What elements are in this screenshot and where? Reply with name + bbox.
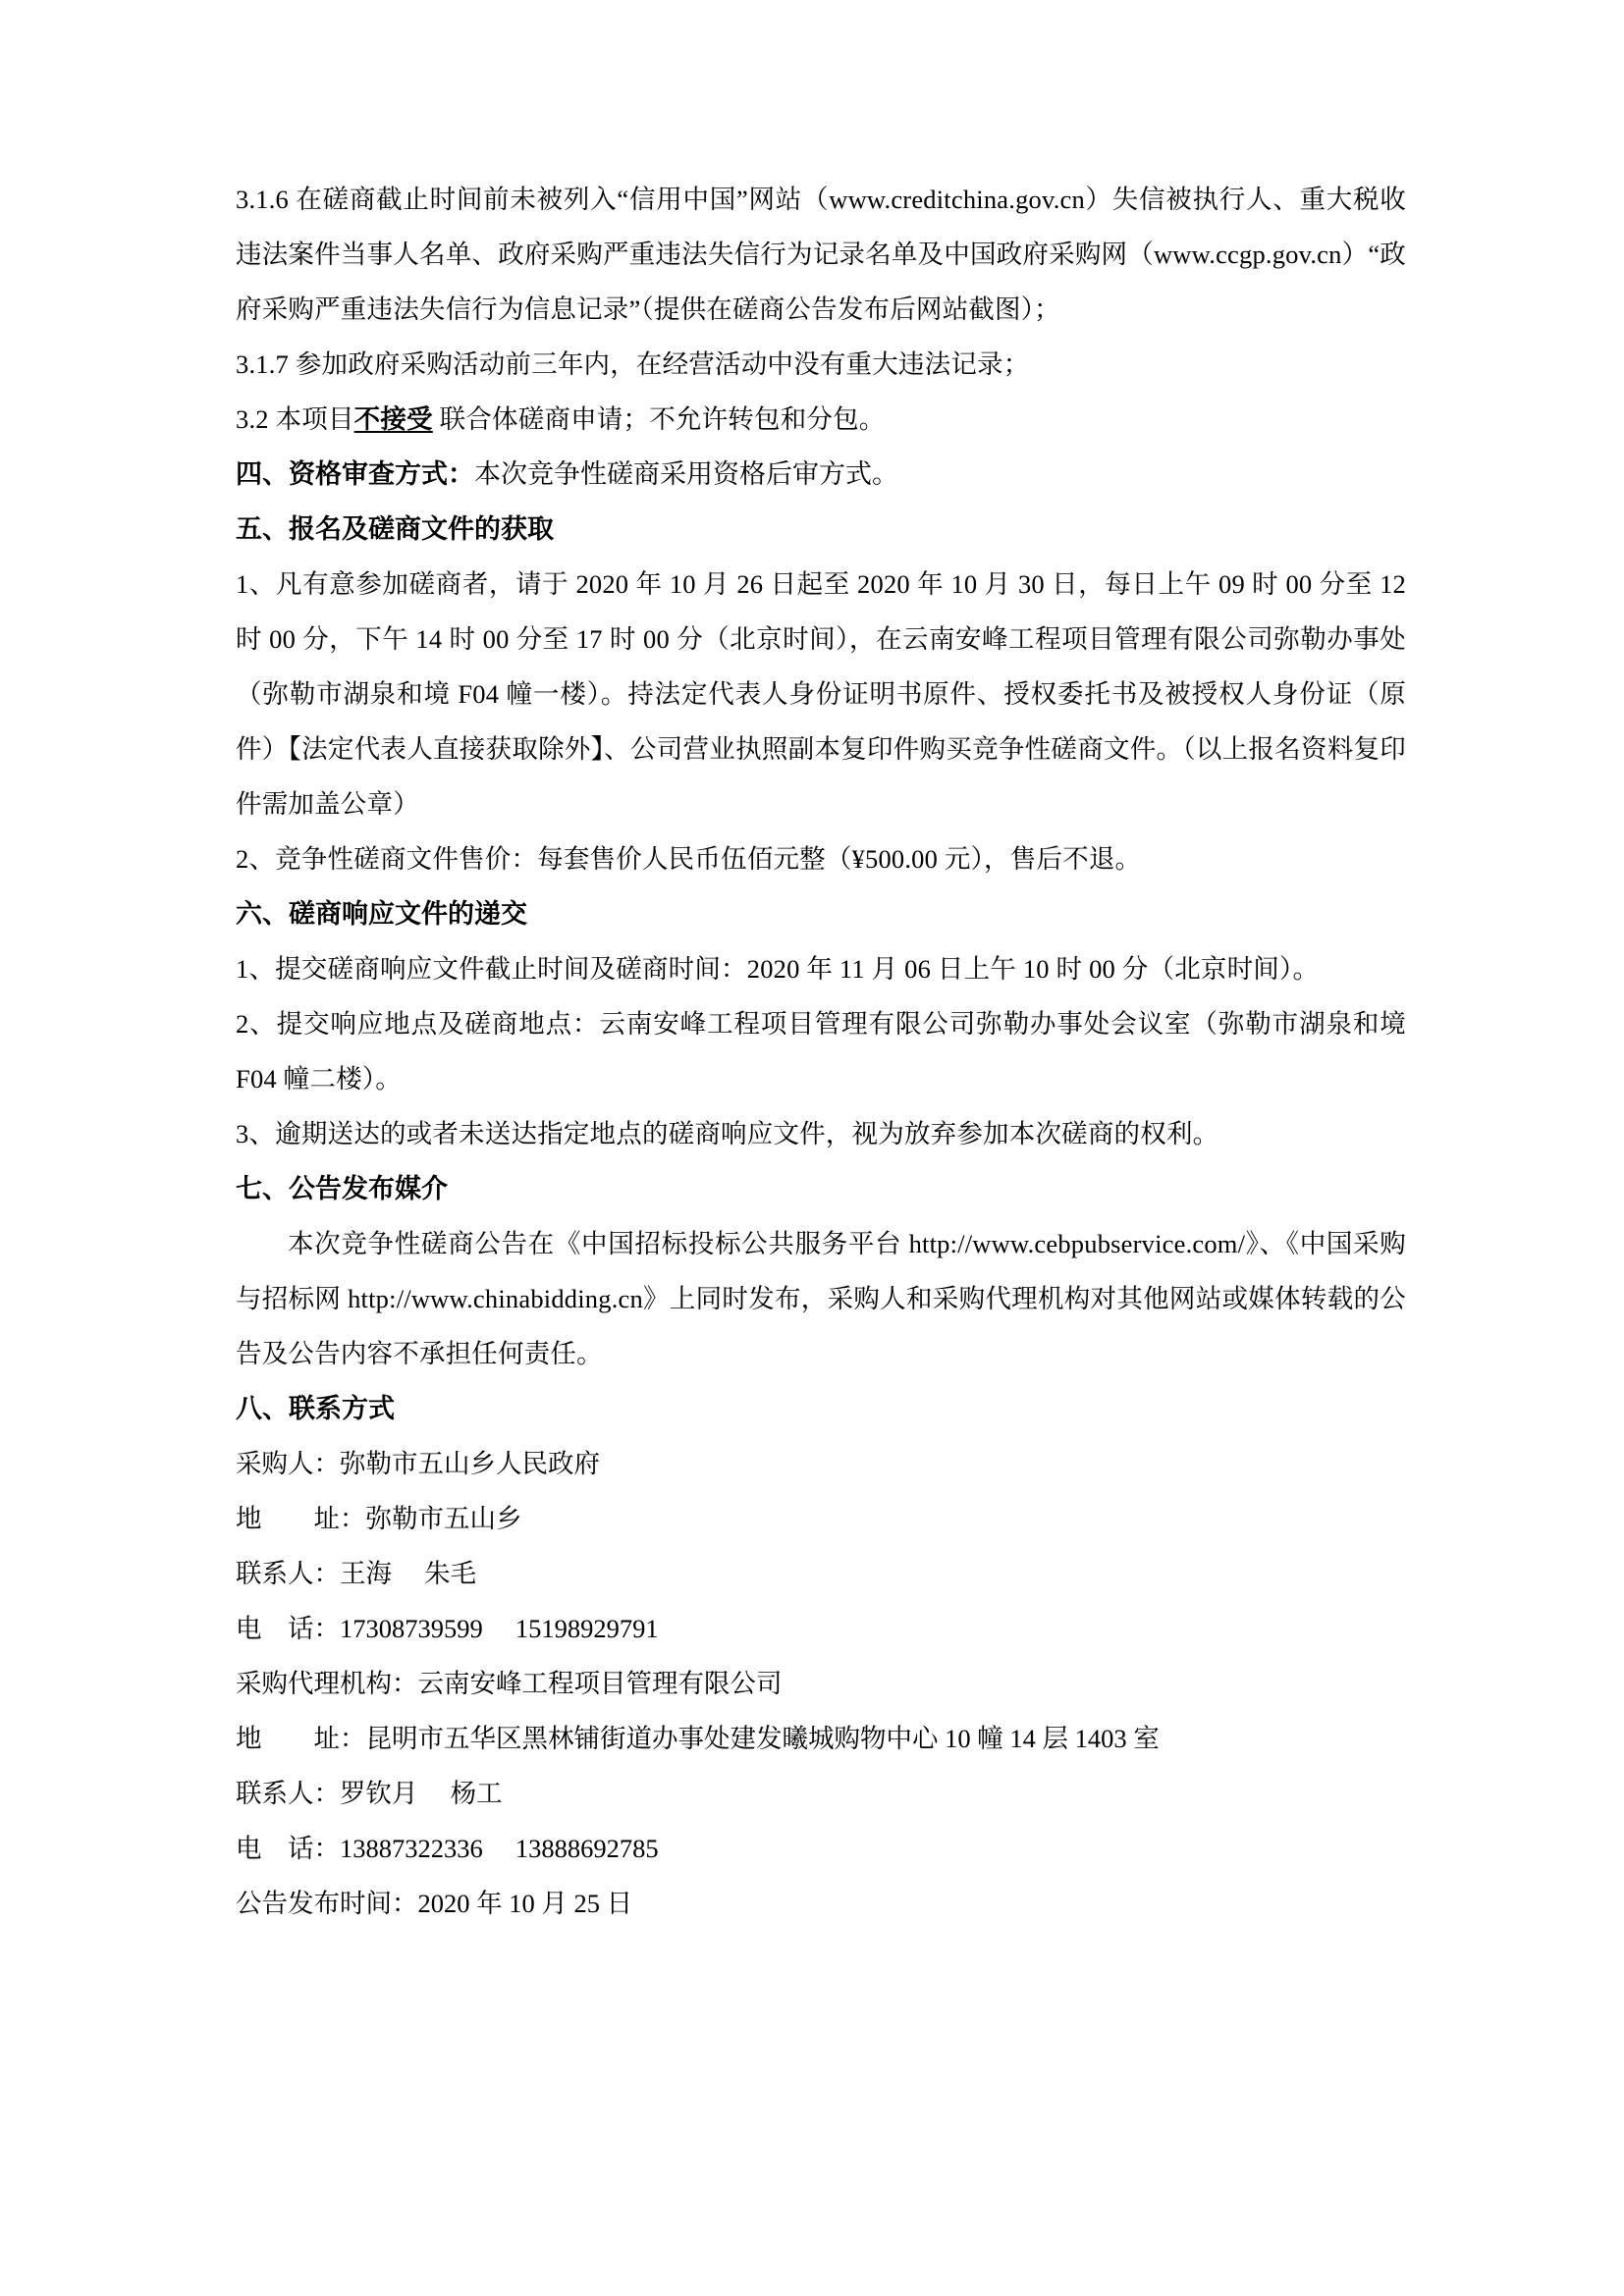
paragraph-clause-3-2 [236,392,1406,447]
paragraph-clause-3-1-7: 3.1.7 参加政府采购活动前三年内，在经营活动中没有重大违法记录； [236,349,1030,379]
section-4-heading-rest: 本次竞争性磋商采用资格后审方式。 [474,459,898,489]
section-7-heading: 七、公告发布媒介 [236,1174,448,1203]
contact-agency-person [236,1766,1406,1821]
paragraph-clause-3-1-6: 3.1.6 在磋商截止时间前未被列入“信用中国”网站（www.creditchina.gov.cn）失信被执行人、重大税收违法案件当事人名单、政府采购严重违法失信行为记录名单及中国政府采购网（www.ccgp.gov.cn）“政府采购严重违法失信行为信息记录”（提供在磋商公告发布后网站截图）； [236,185,1406,324]
publish-date-line [236,1876,1406,1931]
publish-date-label: 公告发布时间： [236,1889,418,1918]
contact-purchaser-address-label: 地 址： [236,1504,366,1533]
contact-agency-address [236,1711,1406,1766]
contact-purchaser-person-label: 联系人： [236,1559,340,1588]
clause-3-2-suffix: 联合体磋商申请；不允许转包和分包。 [432,404,886,434]
contact-agency-person-value: 罗钦月 杨工 [340,1779,503,1808]
contact-purchaser-address-value: 弥勒市五山乡 [365,1504,522,1533]
section-8-heading: 八、联系方式 [236,1394,395,1423]
publish-date-value: 2020 年 10 月 25 日 [417,1889,633,1918]
paragraph-section-6-item-1: 1、提交磋商响应文件截止时间及磋商时间：2020 年 11 月 06 日上午 10 时 00 分（北京时间）。 [236,954,1320,984]
contact-agency-person-label: 联系人： [236,1779,340,1808]
contact-purchaser-label: 采购人： [236,1449,340,1478]
contact-agency-phone-value: 13887322336 13888692785 [340,1834,659,1863]
contact-agency-value: 云南安峰工程项目管理有限公司 [417,1669,783,1698]
contact-agency-label: 采购代理机构： [236,1669,418,1698]
contact-agency-address-label: 地 址： [236,1724,366,1753]
clause-3-2-prefix: 3.2 本项目 [236,404,354,434]
contact-purchaser-value: 弥勒市五山乡人民政府 [340,1449,600,1478]
paragraph-section-5-item-2: 2、竞争性磋商文件售价：每套售价人民币伍佰元整（¥500.00 元），售后不退。 [236,844,1142,874]
paragraph-section-5-item-1: 1、凡有意参加磋商者，请于 2020 年 10 月 26 日起至 2020 年 10 月 30 日，每日上午 09 时 00 分至 12 时 00 分，下午 14 时 00 分至 17 时 00 分（北京时间），在云南安峰工程项目管理有限公司弥勒办事处（弥勒市湖泉和境 F04 幢一楼）。持法定代表人身份证明书原件、授权委托书及被授权人身份证（原件）【法定代表人直接获取除外】、公司营业执照副本复印件购买竞争性磋商文件。（以上报名资料复印件需加盖公章） [236,569,1406,819]
contact-purchaser-person [236,1546,1406,1601]
contact-purchaser-phone-label: 电 话： [236,1614,340,1643]
contact-agency-address-value: 昆明市五华区黑林铺街道办事处建发曦城购物中心 10 幢 14 层 1403 室 [365,1724,1160,1753]
paragraph-section-7-body: 本次竞争性磋商公告在《中国招标投标公共服务平台 http://www.cebpubservice.com/》、《中国采购与招标网 http://www.chinabidding.cn》上同时发布，采购人和采购代理机构对其他网站或媒体转载的公告及公告内容不承担任何责任。 [236,1229,1406,1368]
paragraph-section-6-item-2: 2、提交响应地点及磋商地点：云南安峰工程项目管理有限公司弥勒办事处会议室（弥勒市湖泉和境 F04 幢二楼）。 [236,1009,1406,1094]
section-6-heading: 六、磋商响应文件的递交 [236,899,527,929]
contact-purchaser-address [236,1491,1406,1546]
paragraph-section-6-item-3: 3、逾期送达的或者未送达指定地点的磋商响应文件，视为放弃参加本次磋商的权利。 [236,1119,1219,1148]
contact-purchaser-person-value: 王海 朱毛 [340,1559,477,1588]
contact-agency [236,1656,1406,1711]
contact-purchaser-phone-value: 17308739599 15198929791 [340,1614,659,1643]
contact-agency-phone [236,1821,1406,1876]
clause-3-2-emphasis: 不接受 [353,404,433,434]
contact-purchaser [236,1436,1406,1491]
contact-purchaser-phone [236,1601,1406,1656]
section-4-heading [236,447,1406,502]
section-4-heading-label: 四、资格审查方式： [236,459,474,489]
section-5-heading: 五、报名及磋商文件的获取 [236,514,554,544]
contact-agency-phone-label: 电 话： [236,1834,340,1863]
